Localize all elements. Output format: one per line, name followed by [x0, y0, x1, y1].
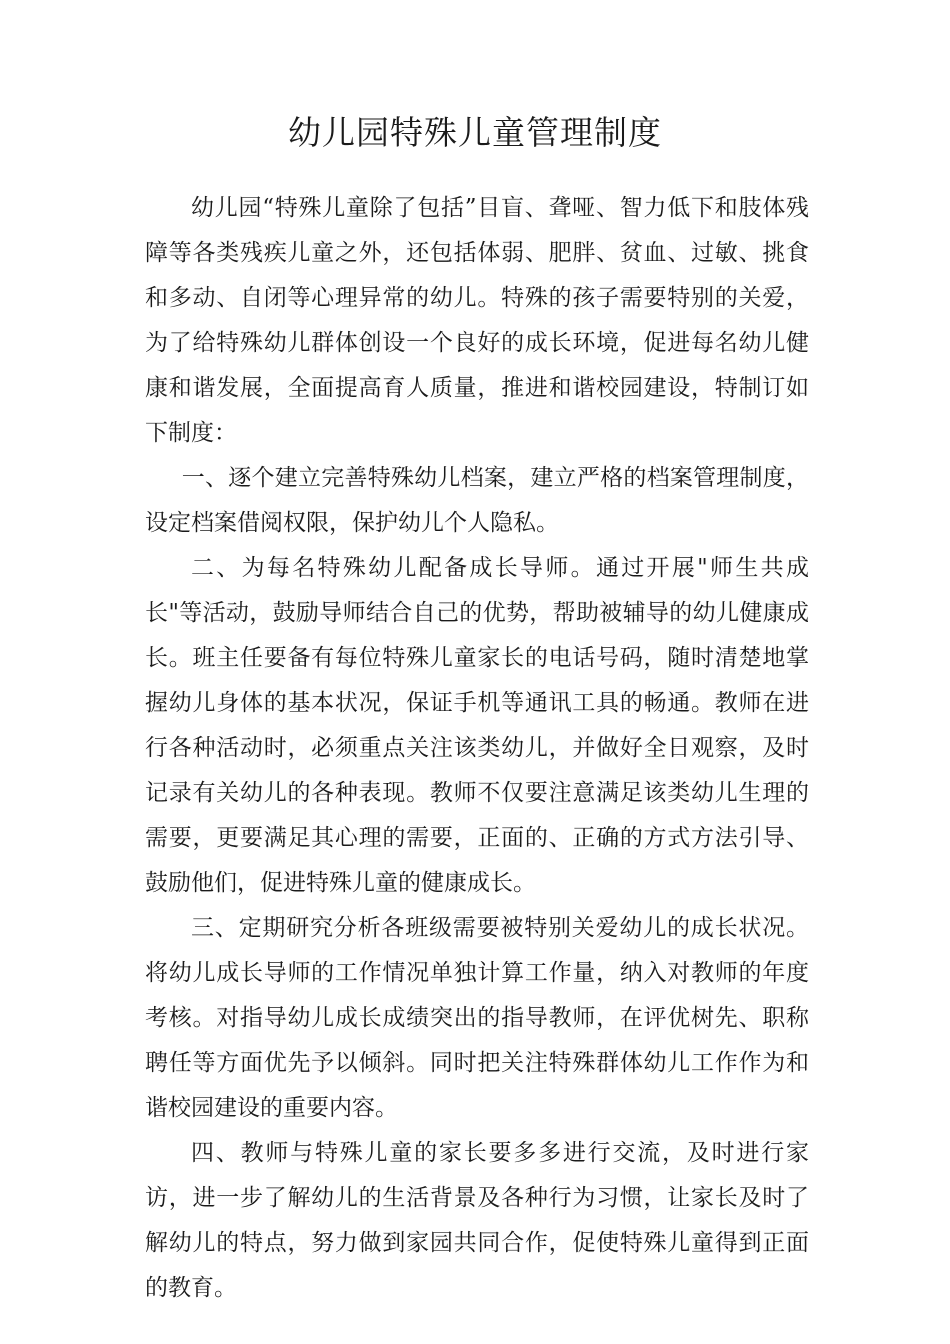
paragraph-item-4: 四、教师与特殊儿童的家长要多多进行交流，及时进行家访，进一步了解幼儿的生活背景及各种行为习惯，让家长及时了解幼儿的特点，努力做到家园共同合作，促使特殊儿童得到正面的教育。 [145, 1140, 809, 1301]
paragraph-intro: 幼儿园“特殊儿童除了包括”目盲、聋哑、智力低下和肢体残障等各类残疾儿童之外，还包括体弱、肥胖、贫血、过敏、挑食和多动、自闭等心理异常的幼儿。特殊的孩子需要特别的关爱，为了给特殊幼儿群体创设一个良好的成长环境，促进每名幼儿健康和谐发展，全面提高育人质量，推进和谐校园建设，特制订如下制度： [145, 195, 809, 446]
paragraph-item-1: 一、逐个建立完善特殊幼儿档案，建立严格的档案管理制度，设定档案借阅权限，保护幼儿个人隐私。 [145, 465, 809, 536]
document-title: 幼儿园特殊儿童管理制度 [288, 113, 662, 152]
document-body [145, 186, 809, 1311]
paragraph-item-2: 二、为每名特殊幼儿配备成长导师。通过开展"师生共成长"等活动，鼓励导师结合自己的优势，帮助被辅导的幼儿健康成长。班主任要备有每位特殊儿童家长的电话号码，随时清楚地掌握幼儿身体的基本状况，保证手机等通讯工具的畅通。教师在进行各种活动时，必须重点关注该类幼儿，并做好全日观察，及时记录有关幼儿的各种表现。教师不仅要注意满足该类幼儿生理的需要，更要满足其心理的需要，正面的、正确的方式方法引导、鼓励他们，促进特殊儿童的健康成长。 [145, 555, 809, 896]
paragraph-item-3: 三、定期研究分析各班级需要被特别关爱幼儿的成长状况。将幼儿成长导师的工作情况单独计算工作量，纳入对教师的年度考核。对指导幼儿成长成绩突出的指导教师，在评优树先、职称聘任等方面优先予以倾斜。同时把关注特殊群体幼儿工作作为和谐校园建设的重要内容。 [145, 915, 809, 1121]
